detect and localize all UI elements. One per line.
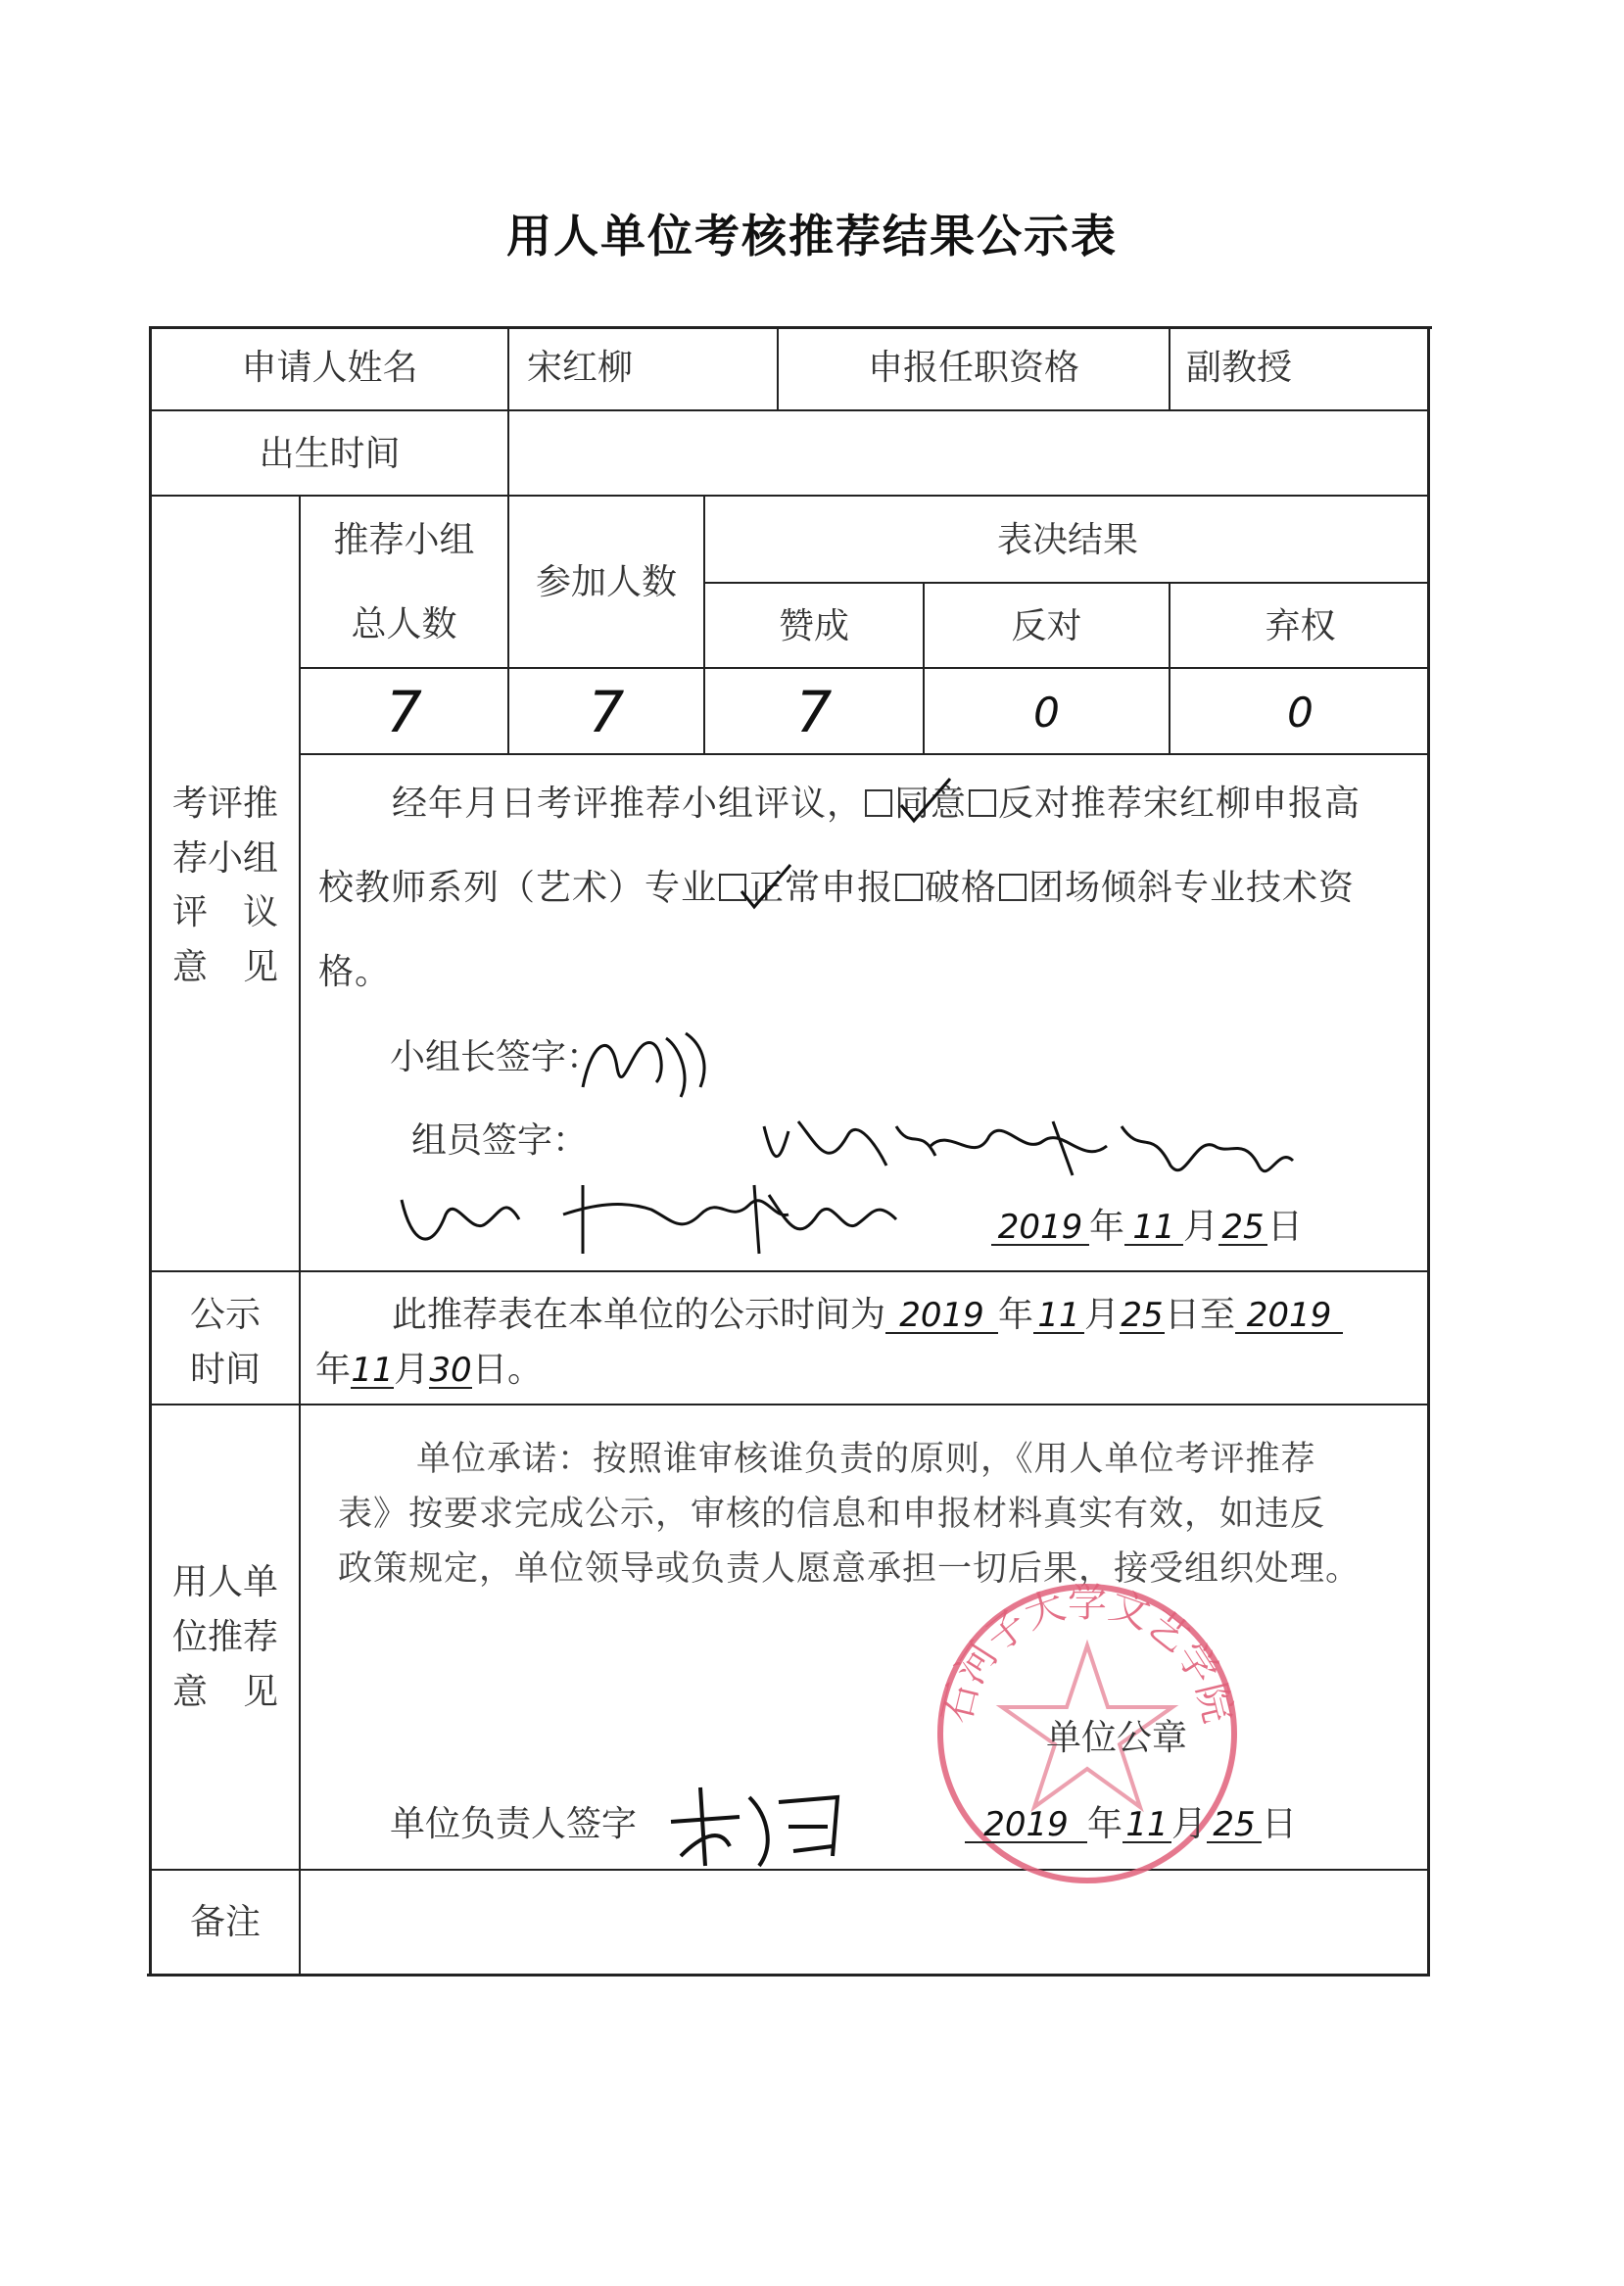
committee-label-line: 意 见 xyxy=(171,947,278,987)
exception-checkbox xyxy=(895,874,923,901)
opinion-text: 同意 xyxy=(894,784,968,824)
unit-label-line: 用人单 xyxy=(171,1562,278,1602)
committee-opinion xyxy=(318,762,1425,1015)
qualification-label: 申报任职资格 xyxy=(867,348,1079,388)
leader-sign-label: 小组长签字： xyxy=(390,1037,602,1077)
day-char: 日 xyxy=(1262,1804,1298,1844)
publicity-label-2: 时间 xyxy=(189,1350,261,1390)
committee-date-day: 25 xyxy=(1218,1211,1267,1246)
year-char: 年 xyxy=(1089,1207,1125,1247)
opinion-text: 经年月日考评推荐小组评议， xyxy=(392,784,864,824)
opinion-text: 破格 xyxy=(925,868,998,908)
publicity-start-month: 11 xyxy=(1033,1299,1084,1334)
approve-label: 赞成 xyxy=(778,606,849,646)
approve-value: 7 xyxy=(795,679,833,745)
member-sign-label: 组员签字： xyxy=(411,1120,589,1161)
unit-date-month: 11 xyxy=(1122,1808,1171,1843)
publicity-text-line2 xyxy=(315,1350,544,1390)
to-char: 日至 xyxy=(1165,1295,1236,1335)
total-value: 7 xyxy=(386,679,422,745)
month-char: 月 xyxy=(1171,1804,1208,1844)
unit-label-line: 位推荐 xyxy=(171,1617,278,1657)
publicity-end-year: 2019 xyxy=(1235,1299,1343,1334)
publicity-end-day: 30 xyxy=(429,1351,472,1390)
total-label-2: 总人数 xyxy=(351,604,457,644)
publicity-text xyxy=(392,1295,1343,1335)
qualification-value: 副教授 xyxy=(1186,348,1293,388)
publicity-text-a: 此推荐表在本单位的公示时间为 xyxy=(392,1295,886,1335)
opinion-text: 正常申报 xyxy=(748,868,894,908)
svg-text:石河子大学文艺学院 xyxy=(934,1581,1241,1728)
promise-line: 政策规定，单位领导或负责人愿意承担一切后果，接受组织处理。 xyxy=(338,1549,1361,1589)
committee-date xyxy=(991,1207,1304,1247)
publicity-start-day: 25 xyxy=(1121,1296,1164,1335)
birth-label: 出生时间 xyxy=(259,434,401,474)
unit-promise xyxy=(338,1432,1415,1596)
remark-label: 备注 xyxy=(189,1902,261,1942)
end-char: 日。 xyxy=(472,1350,544,1390)
unit-label-line: 意 见 xyxy=(171,1672,278,1712)
oppose-value: 0 xyxy=(1033,689,1060,737)
seal-text: 石河子大学文艺学院 xyxy=(933,1581,1241,1728)
unit-leader-signature xyxy=(661,1778,857,1876)
opinion-text: 校教师系列（艺术）专业 xyxy=(318,868,718,908)
tilt-checkbox xyxy=(999,874,1027,901)
result-label: 表决结果 xyxy=(996,520,1138,560)
applicant-name-value: 宋红柳 xyxy=(527,348,634,388)
publicity-start-year: 2019 xyxy=(885,1299,998,1334)
attend-value: 7 xyxy=(588,679,625,745)
promise-line: 单位承诺：按照谁审核谁负责的原则，《用人单位考评推荐 xyxy=(416,1440,1316,1479)
opinion-text: 反对推荐宋红柳申报高 xyxy=(998,784,1361,824)
publicity-end-month: 11 xyxy=(351,1351,394,1390)
opinion-text: 格。 xyxy=(318,952,392,992)
year-char: 年 xyxy=(315,1350,352,1390)
committee-label-line: 考评推 xyxy=(171,784,278,824)
month-char: 月 xyxy=(1084,1295,1121,1335)
month-char: 月 xyxy=(1183,1207,1219,1247)
unit-sign-label: 单位负责人签字 xyxy=(390,1804,638,1844)
abstain-label: 弃权 xyxy=(1265,606,1336,646)
check-mark-icon xyxy=(737,860,795,919)
check-mark-icon xyxy=(896,774,955,833)
year-char: 年 xyxy=(1087,1804,1123,1844)
promise-line: 表》按要求完成公示，审核的信息和申报材料真实有效，如违反 xyxy=(338,1495,1326,1534)
committee-date-month: 11 xyxy=(1124,1211,1183,1246)
unit-date xyxy=(965,1804,1298,1844)
day-char: 日 xyxy=(1267,1207,1304,1247)
publicity-label: 公示 xyxy=(189,1295,261,1335)
unit-date-year: 2019 xyxy=(965,1808,1087,1843)
attend-label: 参加人数 xyxy=(535,562,677,602)
year-char: 年 xyxy=(998,1295,1034,1335)
page-title: 用人单位考核推荐结果公示表 xyxy=(506,210,1118,262)
applicant-name-label: 申请人姓名 xyxy=(241,348,418,388)
abstain-value: 0 xyxy=(1287,689,1314,737)
committee-date-year: 2019 xyxy=(991,1211,1089,1246)
committee-label-line: 评 议 xyxy=(171,892,278,932)
opinion-text: 团场倾斜专业技术资 xyxy=(1028,868,1356,908)
unit-date-day: 25 xyxy=(1207,1808,1262,1843)
oppose-checkbox xyxy=(969,789,996,817)
leader-signature xyxy=(573,1019,720,1107)
committee-label-line: 荐小组 xyxy=(171,838,278,879)
month-char: 月 xyxy=(394,1350,430,1390)
seal-label: 单位公章 xyxy=(1046,1718,1188,1758)
agree-checkbox xyxy=(865,789,892,817)
total-label: 推荐小组 xyxy=(333,520,475,560)
oppose-label: 反对 xyxy=(1011,606,1082,646)
